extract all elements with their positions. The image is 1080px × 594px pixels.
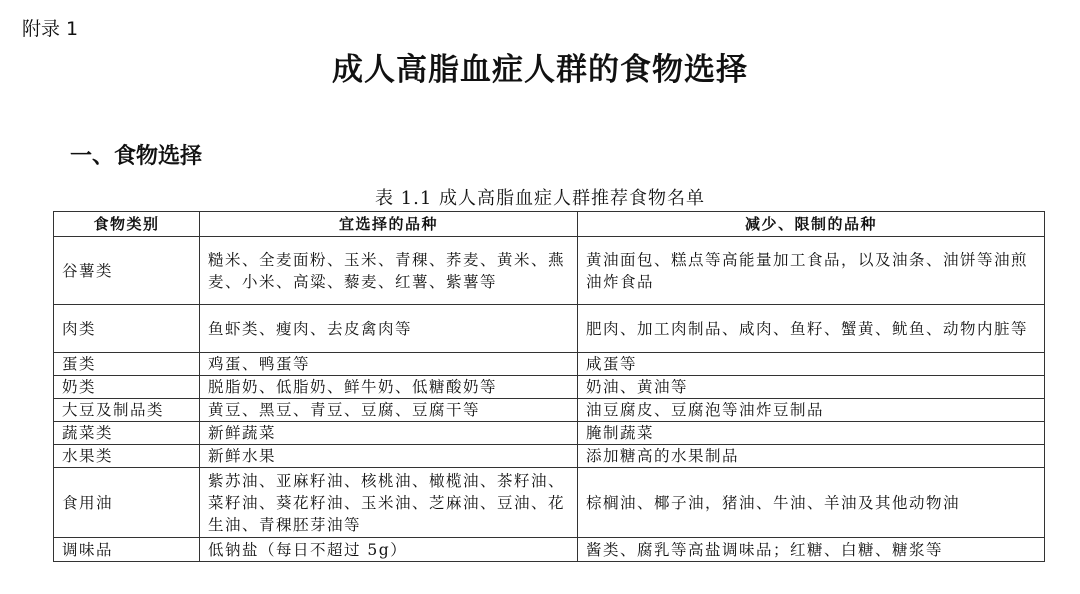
section-heading: 一、食物选择 xyxy=(70,144,203,169)
table-row xyxy=(54,538,1045,562)
table-row xyxy=(54,237,1045,305)
table-row xyxy=(54,445,1045,468)
table-caption: 表 1.1 成人高脂血症人群推荐食物名单 xyxy=(374,188,706,209)
cell-recommended: 鱼虾类、瘦肉、去皮禽肉等 xyxy=(200,305,578,353)
cell-category: 肉类 xyxy=(54,305,200,353)
cell-recommended: 低钠盐（每日不超过 5g） xyxy=(200,538,578,562)
cell-recommended: 紫苏油、亚麻籽油、核桃油、橄榄油、茶籽油、菜籽油、葵花籽油、玉米油、芝麻油、豆油、花生油、青稞胚芽油等 xyxy=(200,468,578,538)
cell-recommended: 脱脂奶、低脂奶、鲜牛奶、低糖酸奶等 xyxy=(200,376,578,399)
cell-category: 奶类 xyxy=(54,376,200,399)
food-table xyxy=(53,211,1045,562)
cell-limited: 酱类、腐乳等高盐调味品；红糖、白糖、糖浆等 xyxy=(578,538,1045,562)
cell-recommended: 新鲜蔬菜 xyxy=(200,422,578,445)
cell-recommended: 新鲜水果 xyxy=(200,445,578,468)
cell-category: 蔬菜类 xyxy=(54,422,200,445)
cell-limited: 黄油面包、糕点等高能量加工食品，以及油条、油饼等油煎油炸食品 xyxy=(578,237,1045,305)
cell-limited: 肥肉、加工肉制品、咸肉、鱼籽、蟹黄、鱿鱼、动物内脏等 xyxy=(578,305,1045,353)
table-row xyxy=(54,468,1045,538)
header-limited: 减少、限制的品种 xyxy=(578,212,1045,237)
page-title: 成人高脂血症人群的食物选择 xyxy=(332,52,748,88)
cell-category: 调味品 xyxy=(54,538,200,562)
appendix-label: 附录 1 xyxy=(22,18,79,40)
cell-category: 水果类 xyxy=(54,445,200,468)
cell-recommended: 糙米、全麦面粉、玉米、青稞、荞麦、黄米、燕麦、小米、高粱、藜麦、红薯、紫薯等 xyxy=(200,237,578,305)
cell-limited: 添加糖高的水果制品 xyxy=(578,445,1045,468)
table-row xyxy=(54,422,1045,445)
table-row xyxy=(54,305,1045,353)
cell-limited: 腌制蔬菜 xyxy=(578,422,1045,445)
cell-limited: 咸蛋等 xyxy=(578,353,1045,376)
cell-limited: 棕榈油、椰子油，猪油、牛油、羊油及其他动物油 xyxy=(578,468,1045,538)
cell-category: 蛋类 xyxy=(54,353,200,376)
cell-category: 谷薯类 xyxy=(54,237,200,305)
header-recommended: 宜选择的品种 xyxy=(200,212,578,237)
cell-recommended: 鸡蛋、鸭蛋等 xyxy=(200,353,578,376)
table-row xyxy=(54,399,1045,422)
table-row xyxy=(54,376,1045,399)
header-category: 食物类别 xyxy=(54,212,200,237)
cell-limited: 油豆腐皮、豆腐泡等油炸豆制品 xyxy=(578,399,1045,422)
table-row xyxy=(54,353,1045,376)
cell-category: 大豆及制品类 xyxy=(54,399,200,422)
cell-limited: 奶油、黄油等 xyxy=(578,376,1045,399)
cell-recommended: 黄豆、黑豆、青豆、豆腐、豆腐干等 xyxy=(200,399,578,422)
table-header-row xyxy=(54,212,1045,237)
cell-category: 食用油 xyxy=(54,468,200,538)
